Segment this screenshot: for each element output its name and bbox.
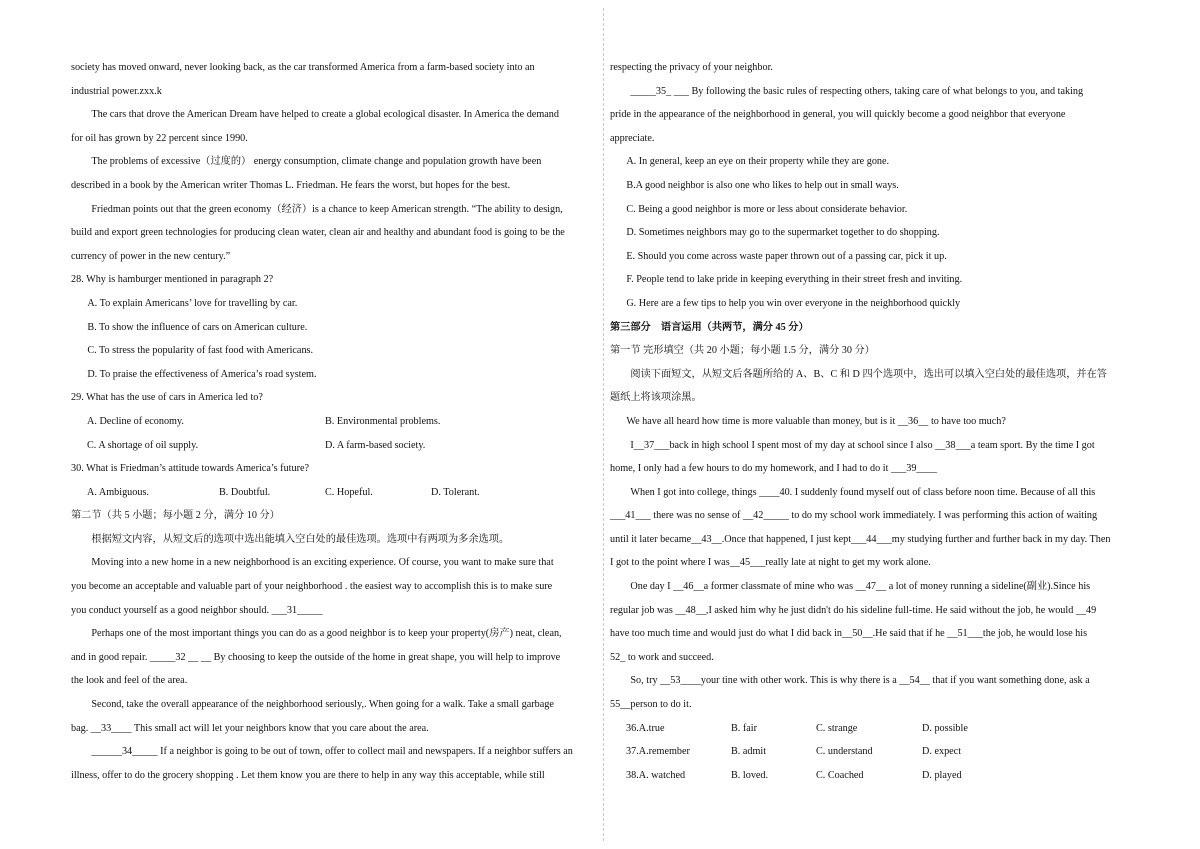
text-line: have too much time and would just do what I did back in__50__.He said that if he __51___the job, he would lose his [610,628,1088,640]
text-line: E. Should you come across waste paper thrown out of a passing car, pick it up. [626,250,947,262]
text-line: A. In general, keep an eye on their property while they are gone. [626,156,890,168]
text-line: build and export green technologies for producing clean water, clean air and healthy and abundant food is going to be the [71,227,565,239]
text-line: Friedman points out that the green economy（经济）is a chance to keep American strength. “The ability to design, [91,203,563,215]
text-line: D. To praise the effectiveness of America’s road system. [87,368,317,380]
q29-options-row-2 [71,434,589,458]
text-line: you conduct yourself as a good neighbor should. ___31_____ [71,604,323,616]
text-line: and in good repair. _____32 __ __ By choosing to keep the outside of the home in great shape, you will help to improve [71,651,561,663]
text-line: C. To stress the popularity of fast food with Americans. [87,345,314,357]
cloze-options [610,717,1129,788]
text-line: G. Here are a few tips to help you win over everyone in the neighborhood quickly [626,297,961,309]
text-line: society has moved onward, never looking back, as the car transformed America from a farm-based society into an [71,62,535,73]
text-line: currency of power in the new century.” [71,250,231,262]
text-line: industrial power.zxx.k [71,85,162,97]
text-line: B. To show the influence of cars on American culture. [87,321,308,333]
text-line: The cars that drove the American Dream have helped to create a global ecological disaster. In America the demand [91,109,559,121]
text-line: bag. __33____ This small act will let your neighbors know that you care about the area. [71,722,429,734]
option: C. A shortage of oil supply. [87,439,199,451]
text-line: regular job was __48__,I asked him why he just didn't do his sideline full-time. He said without the job, he would __49 [610,604,1097,616]
cloze-option: 38.A. watched [626,769,686,781]
text-line: 55__person to do it. [610,699,692,711]
cloze-option-row [610,717,1129,741]
text-line: the look and feel of the area. [71,675,188,687]
q30-options [71,481,589,505]
text-line: B.A good neighbor is also one who likes to help out in small ways. [626,179,899,191]
cloze-option: D. possible [922,722,968,734]
section-2-seven-choose-five [71,504,589,787]
text-line: I got to the point where I was__45___really late at night to get my work alone. [610,557,931,569]
text-line: When I got into college, things ____40. I suddenly found myself out of class before noon time. Because of all this [630,486,1096,498]
text-line: We have all heard how time is more valuable than money, but is it __36__ to have too much? [626,415,1006,427]
left-column [71,56,589,787]
text-line: ___41___ there was no sense of __42_____ to do my school work immediately. I was performing this action of waiting [610,510,1098,522]
option: B. Environmental problems. [325,415,441,427]
text-line: F. People tend to lake pride in keeping everything in their street fresh and inviting. [626,274,963,286]
text-line: described in a book by the American writer Thomas L. Friedman. He fears the worst, but hopes for the best. [71,179,511,191]
text-line: 根据短文内容，从短文后的选项中选出能填入空白处的最佳选项。选项中有两项为多余选项。 [91,533,510,545]
option: A. Decline of economy. [87,415,184,427]
cloze-option: D. played [922,769,962,781]
text-line: A. To explain Americans’ love for travelling by car. [87,297,298,309]
text-line: illness, offer to do the grocery shopping . Let them know you are there to help in any way this acceptable, while still [71,769,545,781]
text-line: you become an acceptable and valuable part of your neighborhood . the easiest way to accomplish this is to make sure [71,581,553,593]
option: D. Tolerant. [431,486,480,498]
cloze-option: B. fair [731,722,758,734]
text-line: home, I only had a few hours to do my homework, and I had to do it ___39____ [610,463,937,475]
text-line: Moving into a new home in a new neighborhood is an exciting experience. Of course, you want to make sure that [91,557,554,569]
text-line: pride in the appearance of the neighborhood in general, you will quickly become a good neighbor that everyone [610,109,1066,121]
text-line: The problems of excessive（过度的） energy consumption, climate change and population growth have been [91,156,542,168]
text-line: 阅读下面短文，从短文后各题所给的 A、B、C 和 D 四个选项中，选出可以填入空白处的最佳选项，并在答 [630,368,1107,380]
text-line: until it later became__43__.Once that happened, I just kept___44___my studying further and further back in my day. Then [610,533,1111,545]
right-column [610,56,1129,787]
column-divider [603,8,604,841]
text-line: So, try __53____your tine with other work. This is why there is a __54__ that if you want something done, ask a [630,675,1090,687]
cloze-option: C. Coached [816,769,864,781]
text-line: Second, take the overall appearance of the neighborhood seriously,. When going for a walk. Take a small garbage [91,699,554,711]
text-line: 第一节 完形填空（共 20 小题；每小题 1.5 分，满分 30 分） [610,345,875,357]
cloze-option: D. expect [922,746,962,758]
text-line: _____35_ ___ By following the basic rules of respecting others, taking care of what belongs to you, and taking [630,85,1084,97]
text-line: appreciate. [610,132,655,144]
option: C. Hopeful. [325,486,373,498]
passage-and-cloze [610,56,1129,717]
text-line: D. Sometimes neighbors may go to the supermarket together to do shopping. [626,227,940,239]
cloze-option: B. admit [731,746,767,758]
cloze-option: C. understand [816,746,873,758]
text-line: 52_ to work and succeed. [610,651,714,663]
q29-options-row-1 [71,410,589,434]
text-line: One day I __46__a former classmate of mine who was __47__ a lot of money running a sideline(副业).Since his [630,581,1091,593]
cloze-option: C. strange [816,722,858,734]
text-line: C. Being a good neighbor is more or less about considerate behavior. [626,203,908,215]
cloze-option: 36.A.true [626,722,665,734]
text-line: 题纸上将该项涂黑。 [610,392,702,404]
text-line: 第二节（共 5 小题；每小题 2 分，满分 10 分） [71,510,280,522]
option: D. A farm-based society. [325,439,426,451]
text-line: Perhaps one of the most important things you can do as a good neighbor is to keep your property(房产) neat, clean, [91,628,562,640]
text-line: respecting the privacy of your neighbor. [610,62,773,73]
text-line: 29. What has the use of cars in America led to? [71,392,263,404]
cloze-option-row [610,764,1129,788]
passage-c-continued [71,56,589,410]
text-line: for oil has grown by 22 percent since 1990. [71,132,248,144]
text-line: I__37___back in high school I spent most of my day at school since I also __38___a team sport. By the time I got [630,439,1095,451]
cloze-option: 37.A.remember [626,746,690,758]
option: A. Ambiguous. [87,486,149,498]
cloze-option: B. loved. [731,769,769,781]
text-line: 第三部分 语言运用（共两节，满分 45 分） [610,321,809,333]
option: B. Doubtful. [219,486,271,498]
cloze-option-row [610,740,1129,764]
text-line: 28. Why is hamburger mentioned in paragraph 2? [71,274,274,286]
question-30: 30. What is Friedman’s attitude towards America’s future? [71,463,310,475]
text-line: ______34_____ If a neighbor is going to be out of town, offer to collect mail and newspapers. If a neighbor suffers an [91,746,573,758]
